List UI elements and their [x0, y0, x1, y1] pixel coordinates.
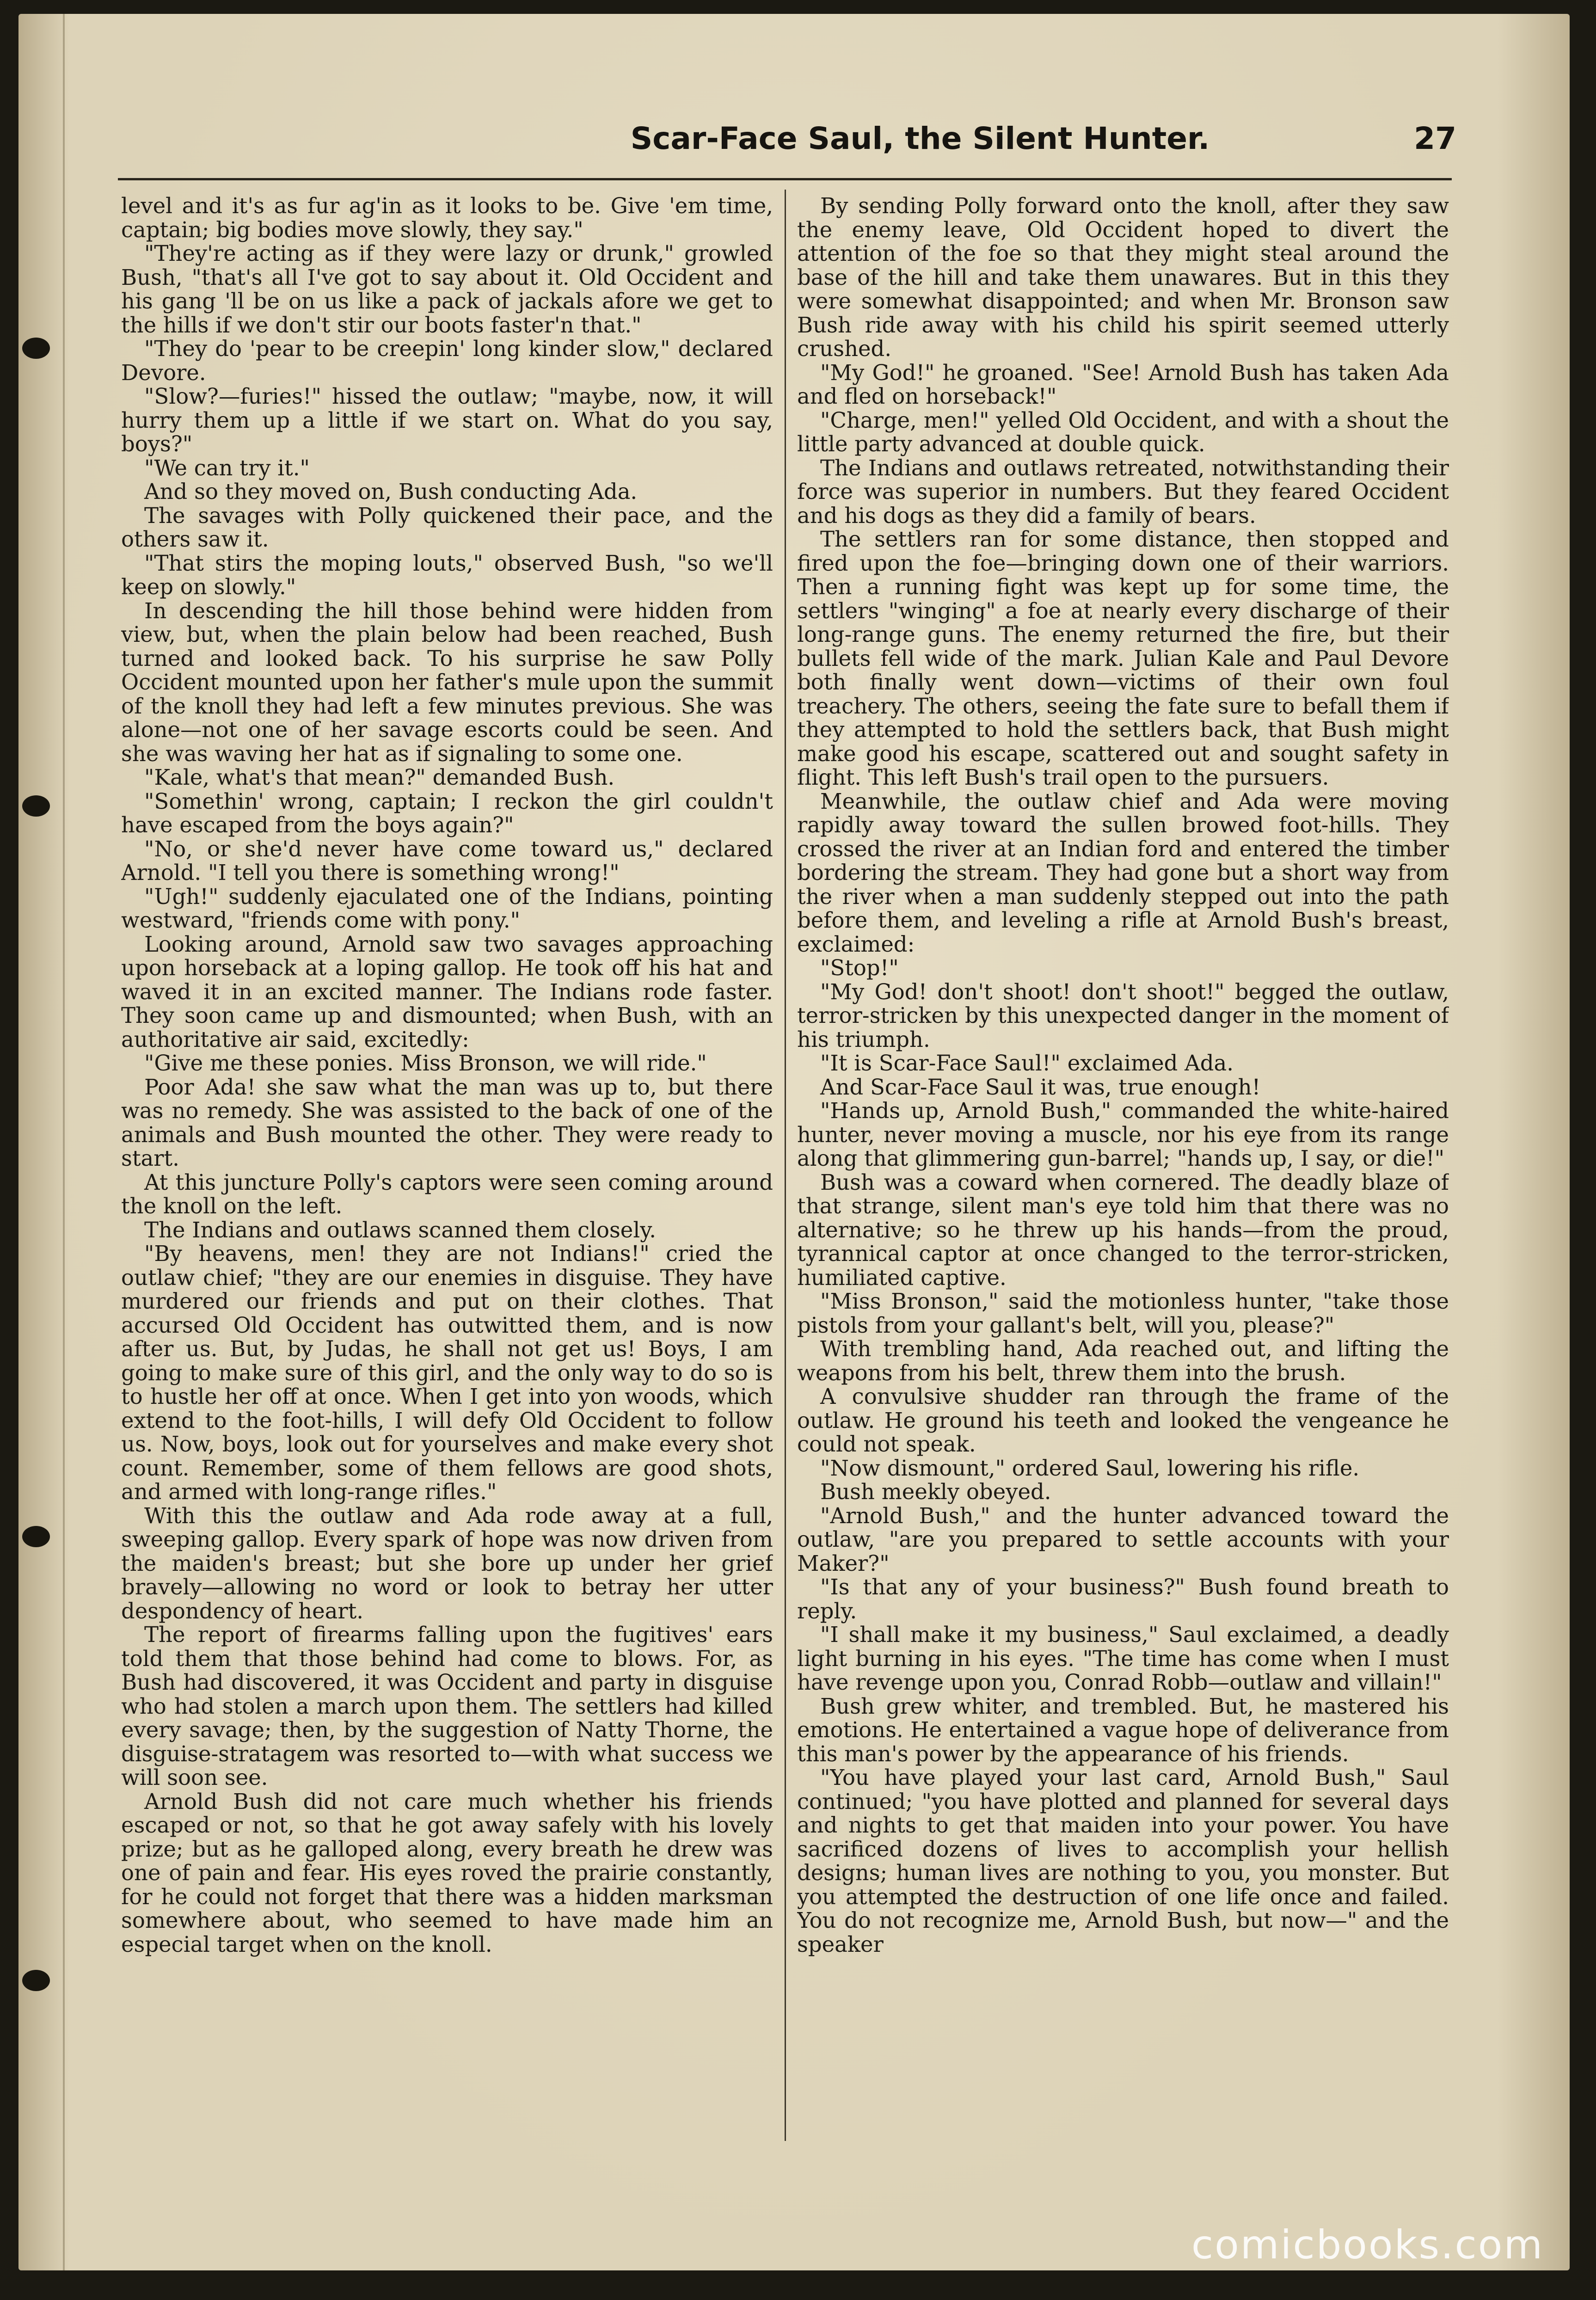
paragraph: In descending the hill those behind were hidden from view, but, when the plain below had been reached, Bush turned and looked back. To his surprise he saw Polly Occident mounted upon her father's mule upon the summit of the knoll they had left a few minutes previous. She was alone—not one of her savage escorts could be seen. And she was waving her hat as if signaling to some one. [121, 598, 773, 766]
paragraph: With trembling hand, Ada reached out, and lifting the weapons from his belt, threw them into the brush. [797, 1336, 1449, 1385]
paragraph: "No, or she'd never have come toward us," declared Arnold. "I tell you there is something wrong!" [121, 836, 773, 885]
paragraph: With this the outlaw and Ada rode away at a full, sweeping gallop. Every spark of hope was now driven from the maiden's breast; but she bore up under her grief bravely—allowing no word or look to betray her utter despondency of heart. [121, 1503, 773, 1624]
paragraph: "You have played your last card, Arnold Bush," Saul continued; "you have plotted and planned for several days and nights to get that maiden into your power. You have sacrificed dozens of lives to accomplish your hellish designs; human lives are nothing to you, you monster. But you attempted the destruction of one life once and failed. You do not recognize me, Arnold Bush, but now—" and the speaker [797, 1765, 1449, 1957]
text-column-right [797, 194, 1449, 2136]
paragraph: And Scar-Face Saul it was, true enough! [820, 1074, 1261, 1100]
paragraph: Bush grew whiter, and trembled. But, he mastered his emotions. He entertained a vague hope of deliverance from this man's power by the appearance of his friends. [797, 1693, 1449, 1766]
paragraph: level and it's as fur ag'in as it looks to be. Give 'em time, captain; big bodies move slowly, they say." [121, 194, 773, 242]
paragraph: "We can try it." [144, 455, 310, 480]
paragraph: The report of firearms falling upon the fugitives' ears told them that those behind had come to blows. For, as Bush had discovered, it was Occident and party in disguise who had stolen a march upon them. The settlers had killed every savage; then, by the suggestion of Natty Thorne, the disguise-stratagem was resorted to—with what success we will soon see. [121, 1622, 773, 1790]
binding-hole [22, 1526, 50, 1547]
paragraph: The Indians and outlaws retreated, notwithstanding their force was superior in numbers. But they feared Occident and his dogs as they did a family of bears. [797, 455, 1449, 528]
paragraph: "My God!" he groaned. "See! Arnold Bush has taken Ada and fled on horseback!" [797, 360, 1449, 409]
paragraph: "Somethin' wrong, captain; I reckon the girl couldn't have escaped from the boys again?" [121, 788, 773, 837]
paragraph: "They do 'pear to be creepin' long kinder slow," declared Devore. [121, 336, 773, 385]
paragraph: Looking around, Arnold saw two savages approaching upon horseback at a loping gallop. He took off his hat and waved it in an excited manner. The Indians rode faster. They soon came up and dismounted; when Bush, with an authoritative air said, excitedly: [121, 931, 773, 1052]
paragraph: The Indians and outlaws scanned them closely. [144, 1217, 657, 1242]
paragraph: "That stirs the moping louts," observed Bush, "so we'll keep on slowly." [121, 550, 773, 599]
running-title: Scar-Face Saul, the Silent Hunter. [630, 121, 1210, 156]
watermark: comicbooks.com [1191, 2222, 1544, 2268]
paragraph: Arnold Bush did not care much whether his friends escaped or not, so that he got away safely with his lovely prize; but as he galloped along, every breath he drew was one of pain and fear. His eyes roved the prairie constantly, for he could not forget that there was a hidden marksman somewhere about, who seemed to have made him an especial target when on the knoll. [121, 1789, 773, 1957]
page-number: 27 [1414, 121, 1456, 156]
paragraph: The savages with Polly quickened their pace, and the others saw it. [121, 503, 773, 552]
paragraph: At this juncture Polly's captors were seen coming around the knoll on the left. [121, 1169, 773, 1218]
paragraph: Meanwhile, the outlaw chief and Ada were moving rapidly away toward the sullen browed foot-hills. They crossed the river at an Indian ford and entered the timber bordering the stream. They had gone but a short way from the river when a man suddenly stepped out into the path before them, and leveling a rifle at Arnold Bush's breast, exclaimed: [797, 788, 1449, 957]
paragraph: "My God! don't shoot! don't shoot!" begged the outlaw, terror-stricken by this unexpected danger in the moment of his triumph. [797, 979, 1449, 1052]
paragraph: By sending Polly forward onto the knoll, after they saw the enemy leave, Old Occident hoped to divert the attention of the foe so that they might steal around the base of the hill and take them unawares. But in this they were somewhat disappointed; and when Mr. Bronson saw Bush ride away with his child his spirit seemed utterly crushed. [797, 194, 1449, 361]
paragraph: "Slow?—furies!" hissed the outlaw; "maybe, now, it will hurry them up a little if we start on. What do you say, boys?" [121, 384, 773, 456]
paragraph: "Miss Bronson," said the motionless hunter, "take those pistols from your gallant's belt, will you, please?" [797, 1289, 1449, 1338]
paragraph: "Give me these ponies. Miss Bronson, we will ride." [144, 1051, 707, 1076]
paragraph: "By heavens, men! they are not Indians!" cried the outlaw chief; "they are our enemies in disguise. They have murdered our friends and put on their clothes. That accursed Old Occident has outwitted them, and is now after us. But, by Judas, he shall not get us! Boys, I am going to make sure of this girl, and the only way to do so is to hustle her off at once. When I get into yon woods, which extend to the foot-hills, I will defy Old Occident to follow us. Now, boys, look out for yourselves and make every shot count. Remember, some of them fellows are good shots, and armed with long-range rifles." [121, 1241, 773, 1504]
paragraph: A convulsive shudder ran through the frame of the outlaw. He ground his teeth and looked the vengeance he could not speak. [797, 1384, 1449, 1457]
paragraph: "Ugh!" suddenly ejaculated one of the Indians, pointing westward, "friends come with pony." [121, 884, 773, 933]
paragraph: "Charge, men!" yelled Old Occident, and with a shout the little party advanced at double quick. [797, 407, 1449, 456]
paragraph: "Stop!" [820, 955, 899, 980]
paragraph: "Is that any of your business?" Bush found breath to reply. [797, 1574, 1449, 1624]
paragraph: "Arnold Bush," and the hunter advanced toward the outlaw, "are you prepared to settle accounts with your Maker?" [797, 1503, 1449, 1576]
paragraph: Poor Ada! she saw what the man was up to, but there was no remedy. She was assisted to the back of one of the animals and Bush mounted the other. They were ready to start. [121, 1074, 773, 1171]
paragraph: "Now dismount," ordered Saul, lowering his rifle. [820, 1455, 1360, 1481]
header-rule [118, 178, 1452, 180]
column-divider [785, 190, 786, 2141]
paragraph: "It is Scar-Face Saul!" exclaimed Ada. [820, 1051, 1234, 1076]
paragraph: "I shall make it my business," Saul exclaimed, a deadly light burning in his eyes. "The time has come when I must have revenge upon you, Conrad Robb—outlaw and villain!" [797, 1622, 1449, 1695]
paragraph: And so they moved on, Bush conducting Ada. [144, 479, 638, 504]
binding-hole [22, 1970, 50, 1991]
binding-hole [22, 338, 50, 359]
text-column-left [121, 194, 773, 2136]
page-header [462, 116, 1456, 166]
binding-hole [22, 795, 50, 817]
paragraph: Bush was a coward when cornered. The deadly blaze of that strange, silent man's eye told him that there was no alternative; so he threw up his hands—from the proud, tyrannical captor at once changed to the terror-stricken, humiliated captive. [797, 1169, 1449, 1290]
binding-crease [63, 14, 65, 2270]
paragraph: "Kale, what's that mean?" demanded Bush. [144, 765, 615, 790]
paragraph: "They're acting as if they were lazy or drunk," growled Bush, "that's all I've got to say about it. Old Occident and his gang 'll be on us like a pack of jackals afore we get to the hills if we don't stir our boots faster'n that." [121, 241, 773, 338]
paragraph: Bush meekly obeyed. [820, 1479, 1051, 1504]
paragraph: "Hands up, Arnold Bush," commanded the white-haired hunter, never moving a muscle, nor his eye from its range along that glimmering gun-barrel; "hands up, I say, or die!" [797, 1098, 1449, 1171]
paragraph: The settlers ran for some distance, then stopped and fired upon the foe—bringing down one of their warriors. Then a running fight was kept up for some time, the settlers "winging" a foe at nearly every discharge of their long-range guns. The enemy returned the fire, but their bullets fell wide of the mark. Julian Kale and Paul Devore both finally went down—victims of their own foul treachery. The others, seeing the fate sure to befall them if they attempted to hold the settlers back, that Bush might make good his escape, scattered out and sought safety in flight. This left Bush's trail open to the pursuers. [797, 527, 1449, 790]
